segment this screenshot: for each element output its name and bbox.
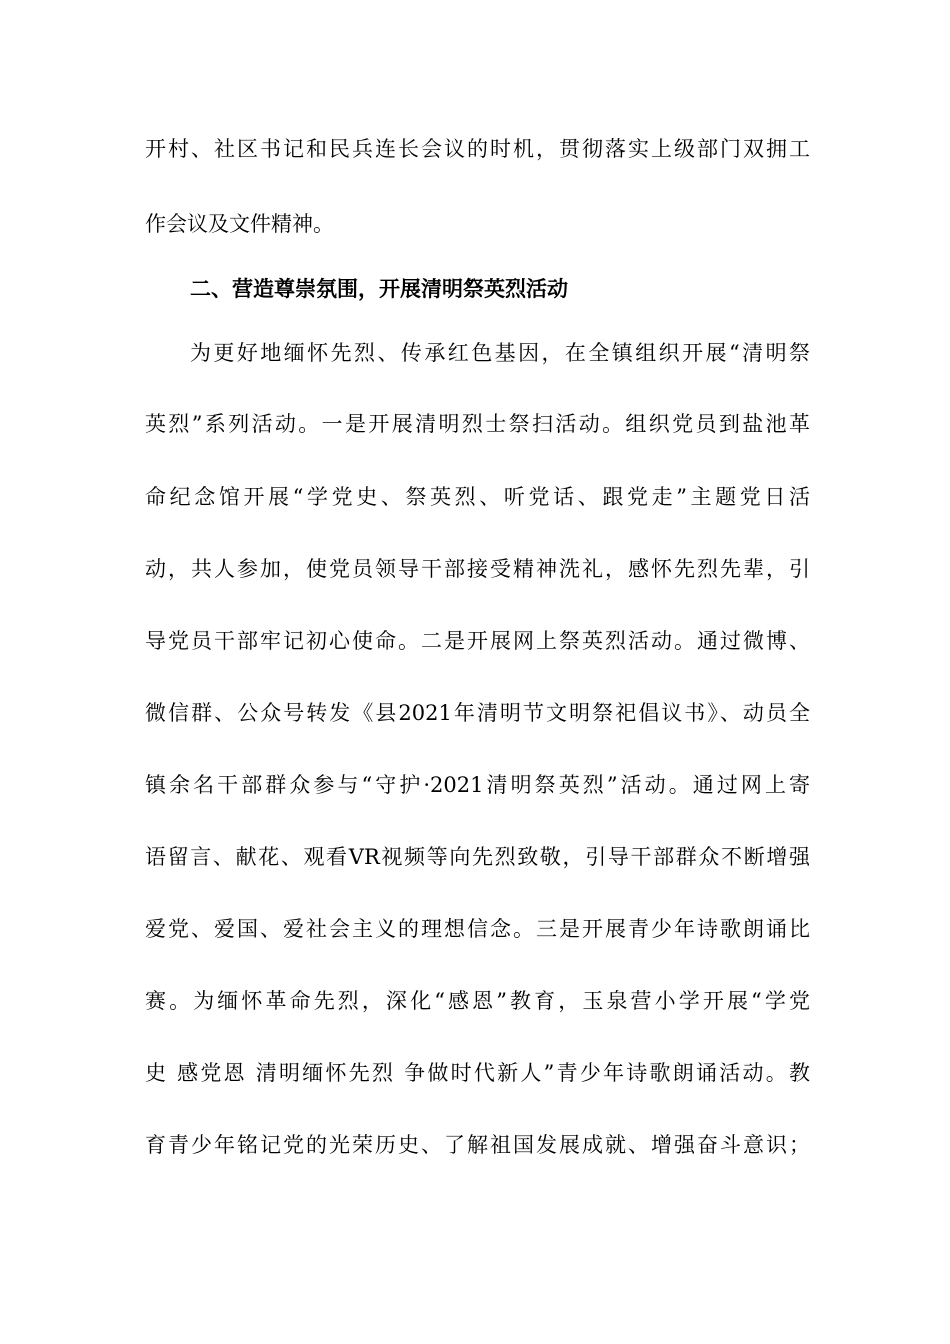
paragraph-line: 育青少年铭记党的光荣历史、了解祖国发展成就、增强奋斗意识； bbox=[145, 1133, 810, 1157]
paragraph-line: 导党员干部牢记初心使命。二是开展网上祭英烈活动。通过微博、 bbox=[145, 629, 810, 653]
paragraph-line: 英烈”系列活动。一是开展清明烈士祭扫活动。组织党员到盐池革 bbox=[145, 412, 810, 436]
paragraph-line: 镇余名干部群众参与“守护·2021清明祭英烈”活动。通过网上寄 bbox=[145, 773, 810, 797]
paragraph-line: 作会议及文件精神。 bbox=[145, 212, 334, 236]
paragraph-line: 开村、社区书记和民兵连长会议的时机，贯彻落实上级部门双拥工 bbox=[145, 137, 810, 161]
paragraph-line: 为更好地缅怀先烈、传承红色基因，在全镇组织开展“清明祭 bbox=[190, 341, 810, 365]
section-heading: 二、营造尊崇氛围，开展清明祭英烈活动 bbox=[190, 276, 568, 301]
paragraph-line: 微信群、公众号转发《县2021年清明节文明祭祀倡议书》、动员全 bbox=[145, 701, 810, 725]
paragraph-line: 命纪念馆开展“学党史、祭英烈、听党话、跟党走”主题党日活 bbox=[145, 485, 810, 509]
paragraph-line: 史 感党恩 清明缅怀先烈 争做时代新人”青少年诗歌朗诵活动。教 bbox=[145, 1061, 810, 1085]
paragraph-line: 语留言、献花、观看VR视频等向先烈致敬，引导干部群众不断增强 bbox=[145, 845, 810, 869]
paragraph-line: 动，共人参加，使党员领导干部接受精神洗礼，感怀先烈先辈，引 bbox=[145, 557, 810, 581]
paragraph-line: 爱党、爱国、爱社会主义的理想信念。三是开展青少年诗歌朗诵比 bbox=[145, 917, 810, 941]
paragraph-line: 赛。为缅怀革命先烈，深化“感恩”教育，玉泉营小学开展“学党 bbox=[145, 989, 810, 1013]
